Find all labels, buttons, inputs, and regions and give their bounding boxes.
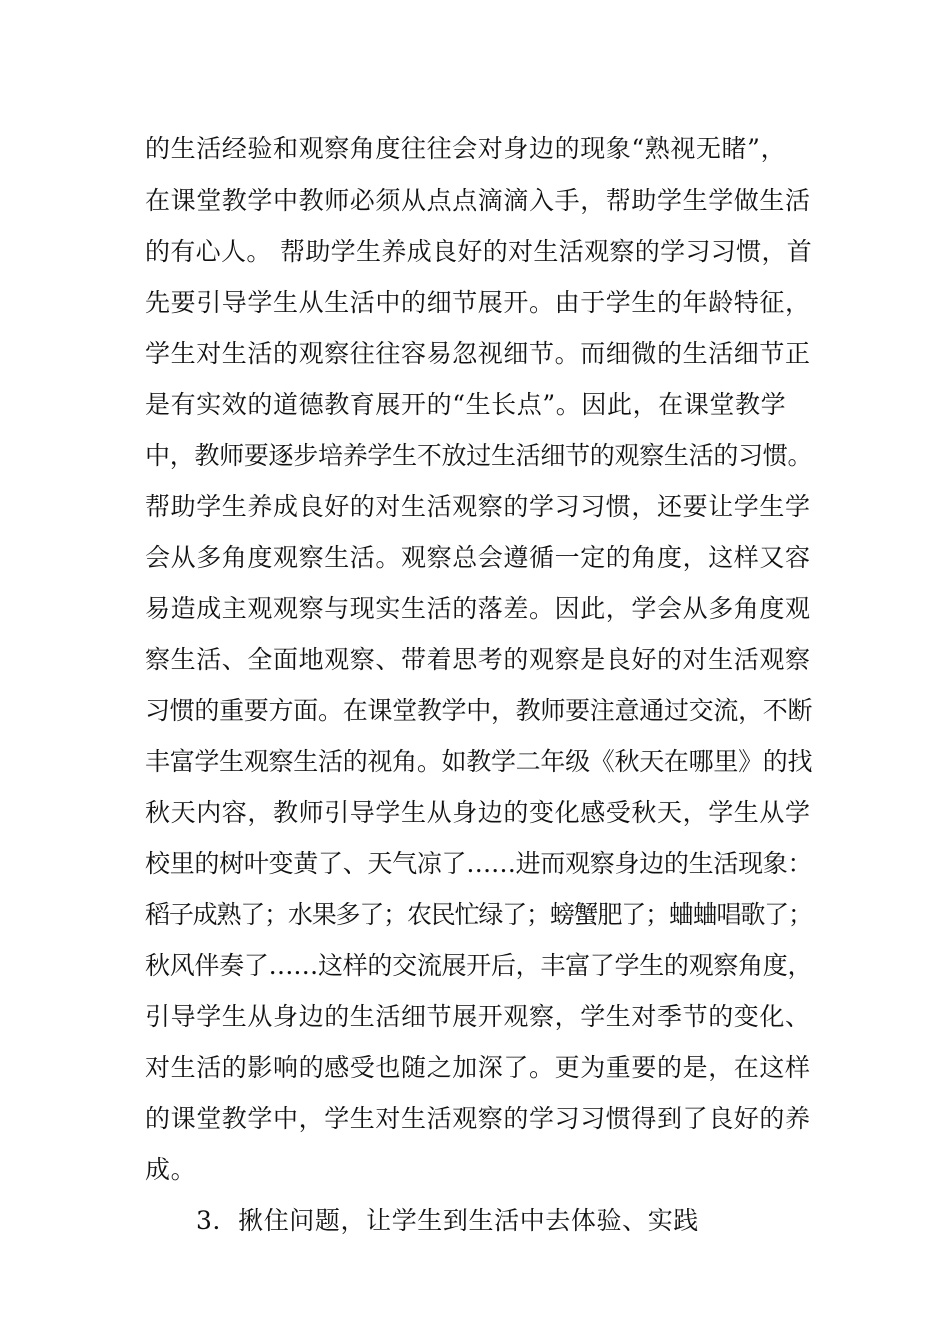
section-heading: 3．揪住问题，让学生到生活中去体验、实践 — [196, 1206, 699, 1235]
paragraph-line: 的生活经验和观察角度往往会对身边的现象“熟视无睹”， — [145, 134, 787, 163]
paragraph-line: 丰富学生观察生活的视角。如教学二年级《秋天在哪里》的找 — [145, 747, 813, 776]
paragraph-line: 学生对生活的观察往往容易忽视细节。而细微的生活细节正 — [145, 339, 811, 368]
paragraph-line: 易造成主观观察与现实生活的落差。因此，学会从多角度观 — [145, 594, 811, 623]
paragraph-line: 中，教师要逐步培养学生不放过生活细节的观察生活的习惯。 — [145, 441, 813, 470]
paragraph-line: 校里的树叶变黄了、天气凉了……进而观察身边的生活现象： — [145, 849, 813, 878]
paragraph-line: 察生活、全面地观察、带着思考的观察是良好的对生活观察 — [145, 645, 811, 674]
paragraph-line: 在课堂教学中教师必须从点点滴滴入手，帮助学生学做生活 — [145, 186, 811, 215]
paragraph-line: 引导学生从身边的生活细节展开观察，学生对季节的变化、 — [145, 1002, 811, 1031]
paragraph-line: 的有心人。 帮助学生养成良好的对生活观察的学习习惯，首 — [145, 237, 813, 266]
paragraph-line: 秋天内容，教师引导学生从身边的变化感受秋天，学生从学 — [145, 798, 811, 827]
paragraph-line: 成。 — [145, 1155, 197, 1184]
paragraph-line: 秋风伴奏了……这样的交流展开后，丰富了学生的观察角度， — [145, 951, 813, 980]
paragraph-line: 对生活的影响的感受也随之加深了。更为重要的是，在这样 — [145, 1053, 811, 1082]
paragraph-line: 帮助学生养成良好的对生活观察的学习习惯，还要让学生学 — [145, 492, 811, 521]
paragraph-line: 会从多角度观察生活。观察总会遵循一定的角度，这样又容 — [145, 543, 811, 572]
paragraph-line: 稻子成熟了；水果多了；农民忙绿了；螃蟹肥了；蛐蛐唱歌了； — [145, 900, 812, 929]
paragraph-line: 先要引导学生从生活中的细节展开。由于学生的年龄特征， — [145, 288, 811, 317]
paragraph-line: 的课堂教学中，学生对生活观察的学习习惯得到了良好的养 — [145, 1104, 811, 1133]
paragraph-line: 是有实效的道德教育展开的“生长点”。因此，在课堂教学 — [145, 390, 787, 419]
paragraph-line: 习惯的重要方面。在课堂教学中，教师要注意通过交流，不断 — [145, 696, 813, 725]
